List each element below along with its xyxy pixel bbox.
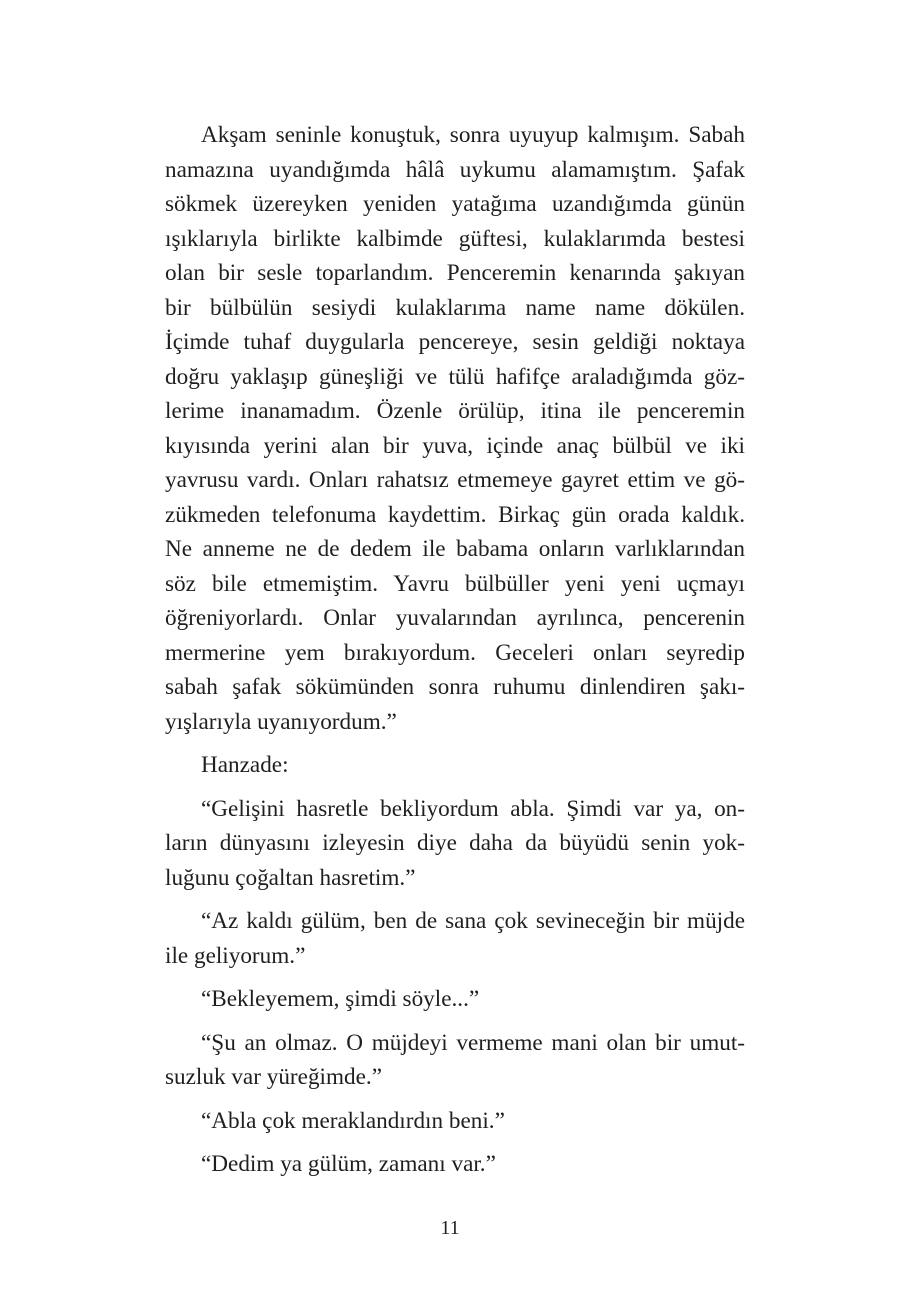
text-line: zükmeden telefonuma kaydettim. Birkaç gün orada kaldık. <box>165 501 745 528</box>
text-line: “Az kaldı gülüm, ben de sana çok sevineceğin bir müjde <box>201 908 745 934</box>
text-line: öğreniyorlardı. Onlar yuvalarından ayrılınca, pencerenin <box>165 605 745 631</box>
text-line: Hanzade: <box>201 752 289 778</box>
text-line: bir bülbülün sesiydi kulaklarıma name name dökülen. <box>165 294 745 321</box>
text-line: namazına uyandığımda hâlâ uykumu alamamıştım. Şafak <box>165 156 745 183</box>
paragraph <box>165 982 745 1017</box>
paragraph-spacer <box>165 739 745 748</box>
text-line: sökmek üzereyken yeniden yatağıma uzandığımda günün <box>165 191 745 217</box>
paragraph <box>165 748 745 783</box>
paragraph-spacer <box>165 1095 745 1104</box>
paragraph-spacer <box>165 1138 745 1147</box>
text-line: İçimde tuhaf duygularla pencereye, sesin geldiği noktaya <box>165 329 745 355</box>
paragraph <box>165 1026 745 1095</box>
text-block <box>165 118 745 1182</box>
text-line: kıyısında yerini alan bir yuva, içinde anaç bülbül ve iki <box>165 432 745 459</box>
text-line: suzluk var yüreğimde.” <box>165 1064 382 1090</box>
text-line: Ne anneme ne de dedem ile babama onların varlıklarından <box>165 536 745 562</box>
text-line: “Şu an olmaz. O müjdeyi vermeme mani olan bir umut- <box>201 1029 745 1056</box>
paragraph-spacer <box>165 1017 745 1026</box>
text-line: doğru yaklaşıp güneşliği ve tülü hafifçe araladığımda göz- <box>165 363 745 390</box>
paragraph <box>165 118 745 739</box>
paragraph-spacer <box>165 783 745 792</box>
text-line: “Gelişini hasretle bekliyordum abla. Şimdi var ya, on- <box>201 795 745 822</box>
text-line: ların dünyasını izleyesin diye daha da büyüdü senin yok- <box>165 830 745 856</box>
page-number: 11 <box>440 1217 460 1239</box>
text-line: söz bile etmemiştim. Yavru bülbüller yeni yeni uçmayı <box>165 570 745 597</box>
paragraph <box>165 1104 745 1139</box>
text-line: yışlarıyla uyanıyordum.” <box>165 708 397 735</box>
text-line: sabah şafak sökümünden sonra ruhumu dinlendiren şakı- <box>165 674 745 700</box>
paragraph <box>165 904 745 973</box>
text-line: olan bir sesle toparlandım. Penceremin kenarında şakıyan <box>165 260 745 286</box>
text-line: mermerine yem bırakıyordum. Geceleri onları seyredip <box>165 639 745 666</box>
text-line: yavrusu vardı. Onları rahatsız etmemeye gayret ettim ve gö- <box>165 467 745 493</box>
text-line: ışıklarıyla birlikte kalbimde güftesi, kulaklarımda bestesi <box>165 225 745 252</box>
paragraph <box>165 792 745 896</box>
text-line: Akşam seninle konuştuk, sonra uyuyup kalmışım. Sabah <box>201 122 745 148</box>
text-line: “Bekleyemem, şimdi söyle...” <box>201 986 480 1012</box>
page-body <box>165 118 745 1182</box>
text-line: “Dedim ya gülüm, zamanı var.” <box>201 1151 496 1177</box>
text-line: “Abla çok meraklandırdın beni.” <box>201 1107 505 1134</box>
text-line: luğunu çoğaltan hasretim.” <box>165 864 416 891</box>
paragraph-spacer <box>165 973 745 982</box>
paragraph-spacer <box>165 895 745 904</box>
paragraph <box>165 1147 745 1182</box>
text-line: lerime inanamadım. Özenle örülüp, itina ile penceremin <box>165 398 745 424</box>
text-line: ile geliyorum.” <box>165 942 306 969</box>
